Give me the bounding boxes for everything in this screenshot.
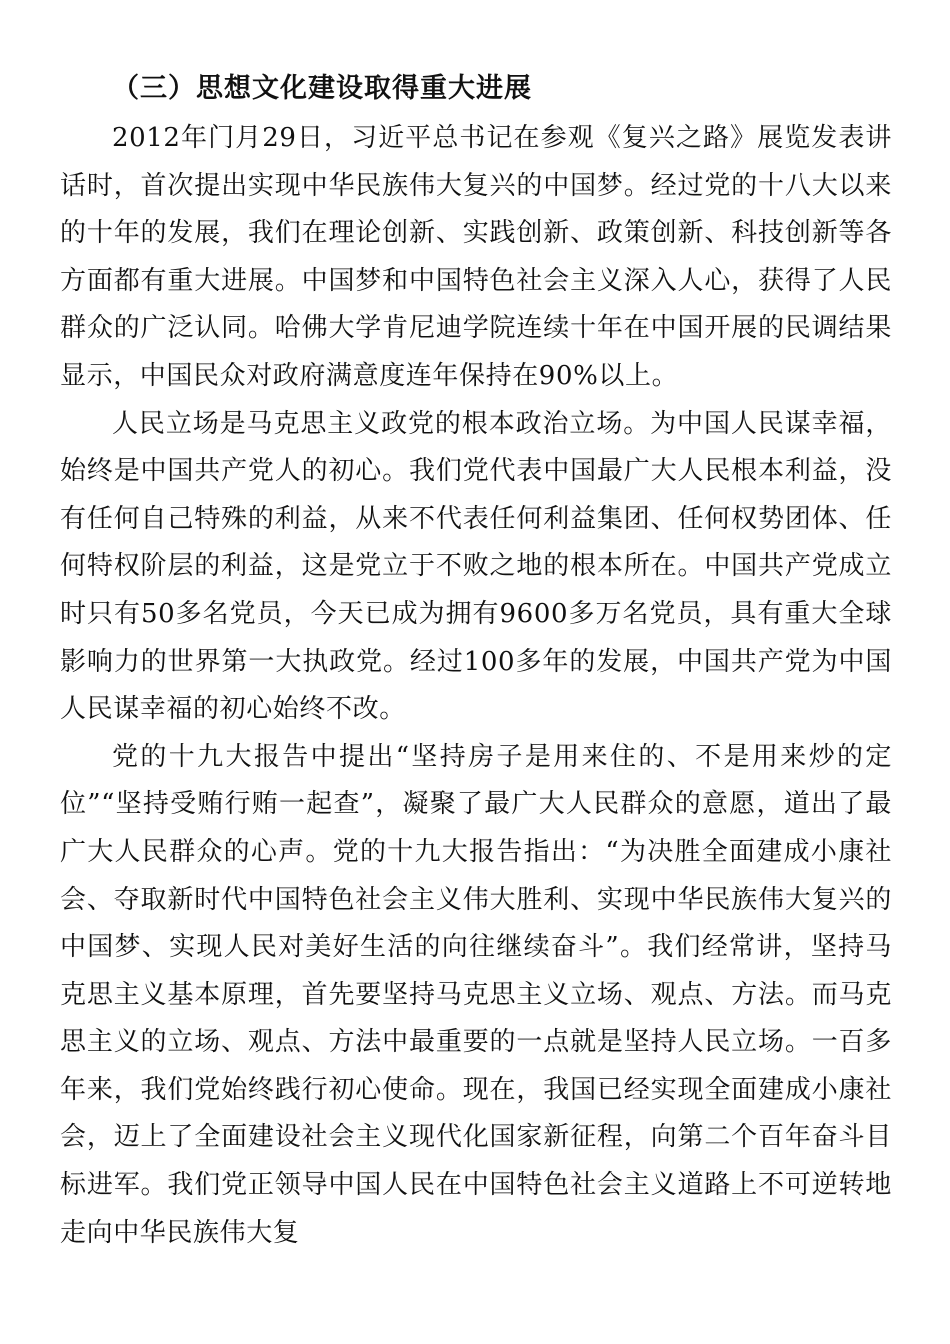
paragraph-3: 党的十九大报告中提出“坚持房子是用来住的、不是用来炒的定位”“坚持受贿行贿一起查”，凝聚了最广大人民群众的意愿，道出了最广大人民群众的心声。党的十九大报告指出：“为决胜全面建成小康社会、夺取新时代中国特色社会主义伟大胜利、实现中华民族伟大复兴的中国梦、实现人民对美好生活的向往继续奋斗”。我们经常讲，坚持马克思主义基本原理，首先要坚持马克思主义立场、观点、方法。而马克思主义的立场、观点、方法中最重要的一点就是坚持人民立场。一百多年来，我们党始终践行初心使命。现在，我国已经实现全面建成小康社会，迈上了全面建设社会主义现代化国家新征程，向第二个百年奋斗目标进军。我们党正领导中国人民在中国特色社会主义道路上不可逆转地走向中华民族伟大复 (60, 741, 892, 1248)
paragraph-2: 人民立场是马克思主义政党的根本政治立场。为中国人民谋幸福，始终是中国共产党人的初心。我们党代表中国最广大人民根本利益，没有任何自己特殊的利益，从来不代表任何利益集团、任何权势团体、任何特权阶层的利益，这是党立于不败之地的根本所在。中国共产党成立时只有50多名党员，今天已成为拥有9600多万名党员，具有重大全球影响力的世界第一大执政党。经过100多年的发展，中国共产党为中国人民谋幸福的初心始终不改。 (60, 408, 892, 725)
paragraph-1: 2012年门月29日，习近平总书记在参观《复兴之路》展览发表讲话时，首次提出实现中华民族伟大复兴的中国梦。经过党的十八大以来的十年的发展，我们在理论创新、实践创新、政策创新、科技创新等各方面都有重大进展。中国梦和中国特色社会主义深入人心，获得了人民群众的广泛认同。哈佛大学肯尼迪学院连续十年在中国开展的民调结果显示，中国民众对政府满意度连年保持在90%以上。 (60, 123, 892, 391)
section-heading: （三）思想文化建设取得重大进展 (112, 73, 532, 104)
body-text (60, 115, 892, 1257)
